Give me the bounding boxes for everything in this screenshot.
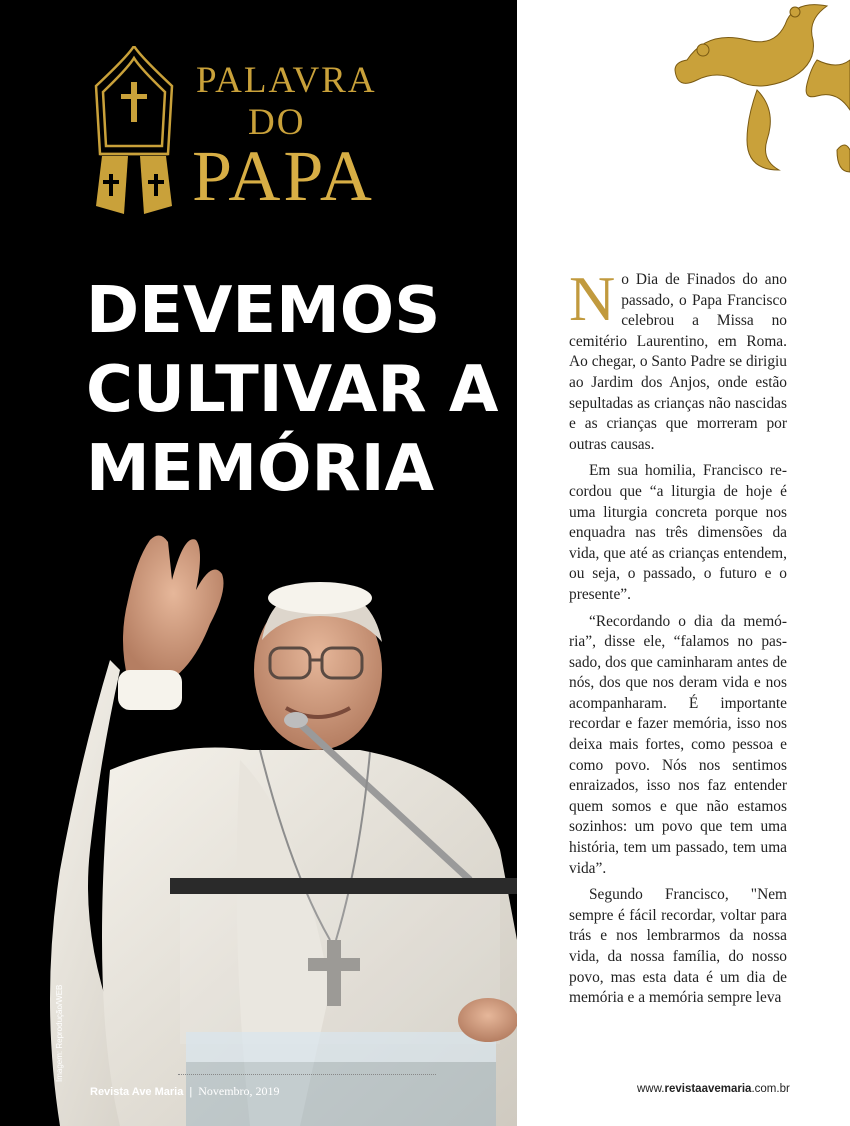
url-domain: revistaavemaria: [664, 1083, 752, 1095]
article-paragraph-1: [569, 263, 787, 455]
footer-separator: |: [189, 1086, 193, 1098]
article-paragraph-2: Em sua homilia, Francisco recordou que “a liturgia de hoje é uma liturgia concreta porque nos enquadra nas três dimensões da vida, que até as crianças entendem, ou seja, o passado, o futuro e o presente”.: [569, 462, 787, 603]
footer-divider: [178, 1074, 436, 1075]
article-body: [569, 263, 787, 1015]
url-prefix: www.: [637, 1083, 665, 1095]
brand-line-palavra: PALAVRA: [196, 60, 377, 101]
footer-url[interactable]: [637, 1083, 790, 1095]
headline-line-3: MEMÓRIA: [86, 432, 435, 506]
pope-photo: [0, 520, 517, 1126]
right-panel: [517, 0, 850, 1126]
headline: [86, 272, 506, 509]
url-suffix: .com.br: [751, 1083, 790, 1095]
headline-line-2: CULTIVAR A: [86, 353, 499, 427]
footer-publication: [90, 1084, 280, 1099]
article-paragraph-1-text: o Dia de Finados do ano passado, o Papa Francisco celebrou a Missa no cemitério Laurentino, em Roma. Ao chegar, o Santo Padre se dirigiu ao Jardim dos Anjos, onde estão sepultadas as crianças não nascidas e as crianças que morreram por outras causas.: [569, 271, 787, 453]
brand-line-do: DO: [248, 102, 306, 143]
photo-credit: Imagem: Reprodução/WEB: [55, 984, 64, 1082]
headline-line-1: DEVEMOS: [86, 274, 441, 348]
article-paragraph-3: “Recordando o dia da memória”, disse ele, “falamos no passado, dos que caminharam antes de nós, dos que nos deram vida e nos acompanharam. É importante recordar e fazer memória, isso nos deixa mais fortes, como pessoa e como povo. Nós nos sentimos enraizados, isso nos faz entender quem somos e que não estamos sozinhos: um povo que tem uma história, tem um passado, tem uma vida”.: [569, 612, 787, 877]
publication-date: Novembro, 2019: [198, 1084, 280, 1098]
baroque-ornament: [667, 0, 850, 180]
mitre-icon: [88, 46, 180, 218]
brand-line-papa: PAPA: [192, 136, 375, 216]
publication-name: Revista Ave Maria: [90, 1086, 184, 1098]
article-paragraph-4: Segundo Francisco, "Nem sempre é fácil recordar, voltar para trás e nos lembrarmos da nossa vida, da nossa família, do nosso povo, mas esta data é um dia de memória e a memória sempre leva: [569, 886, 787, 1007]
drop-cap: N: [569, 263, 616, 334]
